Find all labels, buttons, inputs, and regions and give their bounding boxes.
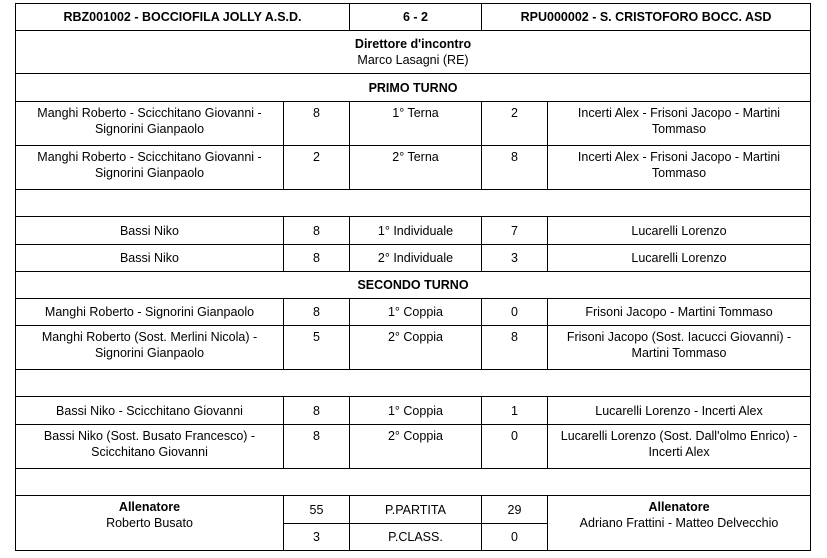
game-row <box>16 425 811 469</box>
section-title-secondo-turno: SECONDO TURNO <box>16 272 811 299</box>
director-label: Direttore d'incontro <box>354 37 472 51</box>
away-players: Frisoni Jacopo (Sost. Iacucci Giovanni) - Martini Tommaso <box>548 326 811 370</box>
match-score: 6 - 2 <box>350 4 482 31</box>
away-score: 1 <box>482 397 548 425</box>
game-type: 1° Individuale <box>350 217 482 245</box>
away-players: Lucarelli Lorenzo <box>548 217 811 245</box>
home-players: Bassi Niko <box>16 245 284 272</box>
game-row <box>16 326 811 370</box>
home-players: Manghi Roberto - Scicchitano Giovanni - Signorini Gianpaolo <box>16 102 284 146</box>
home-score: 8 <box>284 299 350 326</box>
home-coach-label: Allenatore <box>118 500 181 514</box>
game-row <box>16 146 811 190</box>
home-players: Manghi Roberto - Signorini Gianpaolo <box>16 299 284 326</box>
p-partita-home: 55 <box>284 496 350 524</box>
game-row <box>16 245 811 272</box>
home-team: RBZ001002 - BOCCIOFILA JOLLY A.S.D. <box>16 4 350 31</box>
home-coach-cell <box>16 496 284 551</box>
away-players: Incerti Alex - Frisoni Jacopo - Martini Tommaso <box>548 102 811 146</box>
match-report-table <box>15 3 811 551</box>
away-players: Lucarelli Lorenzo (Sost. Dall'olmo Enrico) - Incerti Alex <box>548 425 811 469</box>
away-score: 2 <box>482 102 548 146</box>
away-players: Lucarelli Lorenzo - Incerti Alex <box>548 397 811 425</box>
away-score: 0 <box>482 299 548 326</box>
away-score: 3 <box>482 245 548 272</box>
away-score: 7 <box>482 217 548 245</box>
away-coach-name: Adriano Frattini - Matteo Delvecchio <box>579 516 779 530</box>
home-players: Manghi Roberto - Scicchitano Giovanni - Signorini Gianpaolo <box>16 146 284 190</box>
game-type: 1° Coppia <box>350 397 482 425</box>
home-score: 8 <box>284 102 350 146</box>
director-cell <box>16 31 811 74</box>
match-report <box>15 3 810 551</box>
header-row <box>16 4 811 31</box>
spacer-cell <box>16 190 811 217</box>
home-coach-name: Roberto Busato <box>106 516 193 530</box>
game-type: 2° Coppia <box>350 425 482 469</box>
away-team: RPU000002 - S. CRISTOFORO BOCC. ASD <box>482 4 811 31</box>
home-players: Bassi Niko - Scicchitano Giovanni <box>16 397 284 425</box>
spacer-cell <box>16 469 811 496</box>
away-players: Incerti Alex - Frisoni Jacopo - Martini Tommaso <box>548 146 811 190</box>
director-name: Marco Lasagni (RE) <box>357 53 469 67</box>
home-score: 5 <box>284 326 350 370</box>
game-row <box>16 217 811 245</box>
home-score: 8 <box>284 425 350 469</box>
game-type: 2° Terna <box>350 146 482 190</box>
away-score: 8 <box>482 146 548 190</box>
home-players: Bassi Niko <box>16 217 284 245</box>
away-score: 0 <box>482 425 548 469</box>
spacer-row <box>16 469 811 496</box>
game-type: 2° Individuale <box>350 245 482 272</box>
p-class-away: 0 <box>482 524 548 551</box>
home-players: Manghi Roberto (Sost. Merlini Nicola) - Signorini Gianpaolo <box>16 326 284 370</box>
spacer-row <box>16 190 811 217</box>
away-players: Frisoni Jacopo - Martini Tommaso <box>548 299 811 326</box>
home-score: 8 <box>284 217 350 245</box>
away-players: Lucarelli Lorenzo <box>548 245 811 272</box>
away-coach-cell <box>548 496 811 551</box>
game-type: 2° Coppia <box>350 326 482 370</box>
p-class-home: 3 <box>284 524 350 551</box>
section-row <box>16 74 811 102</box>
away-score: 8 <box>482 326 548 370</box>
away-coach-label: Allenatore <box>648 500 710 514</box>
game-row <box>16 397 811 425</box>
home-players: Bassi Niko (Sost. Busato Francesco) - Scicchitano Giovanni <box>16 425 284 469</box>
home-score: 8 <box>284 397 350 425</box>
home-score: 2 <box>284 146 350 190</box>
p-class-label: P.CLASS. <box>350 524 482 551</box>
spacer-cell <box>16 370 811 397</box>
game-row <box>16 299 811 326</box>
game-type: 1° Coppia <box>350 299 482 326</box>
p-partita-label: P.PARTITA <box>350 496 482 524</box>
footer-row <box>16 496 811 524</box>
spacer-row <box>16 370 811 397</box>
section-row <box>16 272 811 299</box>
section-title-primo-turno: PRIMO TURNO <box>16 74 811 102</box>
p-partita-away: 29 <box>482 496 548 524</box>
game-type: 1° Terna <box>350 102 482 146</box>
director-row <box>16 31 811 74</box>
game-row <box>16 102 811 146</box>
home-score: 8 <box>284 245 350 272</box>
